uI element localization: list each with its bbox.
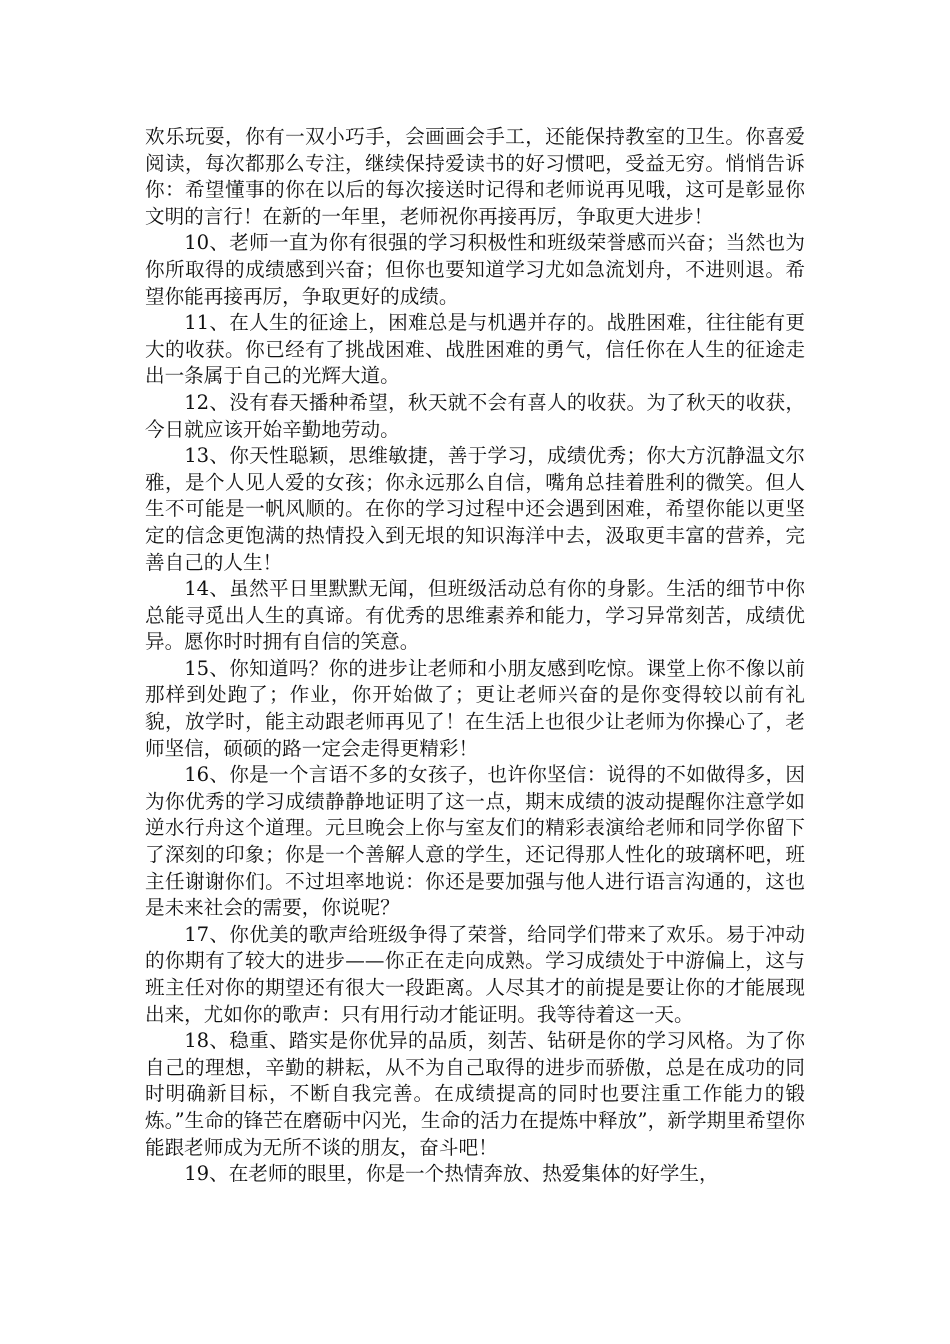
paragraph-comment-16: 16、你是一个言语不多的女孩子，也许你坚信：说得的不如做得多，因为你优秀的学习成绩静静地证明了这一点，期末成绩的波动提醒你注意学如逆水行舟这个道理。元旦晚会上你与室友们的精彩表演给老师和同学你留下了深刻的印象；你是一个善解人意的学生，还记得那人性化的玻璃杯吧，班主任谢谢你们。不过坦率地说：你还是要加强与他人进行语言沟通的，这也是未来社会的需要，你说呢？ [145,763,805,920]
paragraph-comment-12: 12、没有春天播种希望，秋天就不会有喜人的收获。为了秋天的收获，今日就应该开始辛勤地劳动。 [145,390,805,441]
paragraph-comment-15: 15、你知道吗？你的进步让老师和小朋友感到吃惊。课堂上你不像以前那样到处跑了；作业，你开始做了；更让老师兴奋的是你变得较以前有礼貌，放学时，能主动跟老师再见了！在生活上也很少让老师为你操心了，老师坚信，硕硕的路一定会走得更精彩！ [145,656,805,760]
paragraph-continuation: 欢乐玩耍，你有一双小巧手，会画画会手工，还能保持教室的卫生。你喜爱阅读，每次都那么专注，继续保持爱读书的好习惯吧，受益无穷。悄悄告诉你：希望懂事的你在以后的每次接送时记得和老师说再见哦，这可是彰显你文明的言行！在新的一年里，老师祝你再接再厉，争取更大进步！ [145,125,805,228]
paragraph-comment-14: 14、虽然平日里默默无闻，但班级活动总有你的身影。生活的细节中你总能寻觅出人生的真谛。有优秀的思维素养和能力，学习异常刻苦，成绩优异。愿你时时拥有自信的笑意。 [145,577,805,654]
paragraph-comment-11: 11、在人生的征途上，困难总是与机遇并存的。战胜困难，往往能有更大的收获。你已经有了挑战困难、战胜困难的勇气，信任你在人生的征途走出一条属于自己的光辉大道。 [145,311,805,388]
paragraph-comment-17: 17、你优美的歌声给班级争得了荣誉，给同学们带来了欢乐。易于冲动的你期有了较大的进步——你正在走向成熟。学习成绩处于中游偏上，这与班主任对你的期望还有很大一段距离。人尽其才的前提是要让你的才能展现出来，尤如你的歌声：只有用行动才能证明。我等待着这一天。 [145,922,805,1026]
paragraph-comment-10: 10、老师一直为你有很强的学习积极性和班级荣誉感而兴奋；当然也为你所取得的成绩感到兴奋；但你也要知道学习尤如急流划舟，不进则退。希望你能再接再厉，争取更好的成绩。 [145,231,805,308]
paragraph-comment-13: 13、你天性聪颖，思维敏捷，善于学习，成绩优秀；你大方沉静温文尔雅，是个人见人爱的女孩；你永远那么自信，嘴角总挂着胜利的微笑。但人生不可能是一帆风顺的。在你的学习过程中还会遇到困难，希望你能以更坚定的信念更饱满的热情投入到无垠的知识海洋中去，汲取更丰富的营养，完善自己的人生！ [145,444,805,574]
paragraph-comment-19: 19、在老师的眼里，你是一个热情奔放、热爱集体的好学生， [184,1162,719,1186]
paragraph-comment-18: 18、稳重、踏实是你优异的品质，刻苦、钻研是你的学习风格。为了你自己的理想，辛勤的耕耘，从不为自己取得的进步而骄傲，总是在成功的同时明确新目标，不断自我完善。在成绩提高的同时也要注重工作能力的锻炼。”生命的锋芒在磨砺中闪光，生命的活力在提炼中释放”，新学期里希望你能跟老师成为无所不谈的朋友，奋斗吧！ [145,1029,805,1159]
document-body [145,124,805,1188]
